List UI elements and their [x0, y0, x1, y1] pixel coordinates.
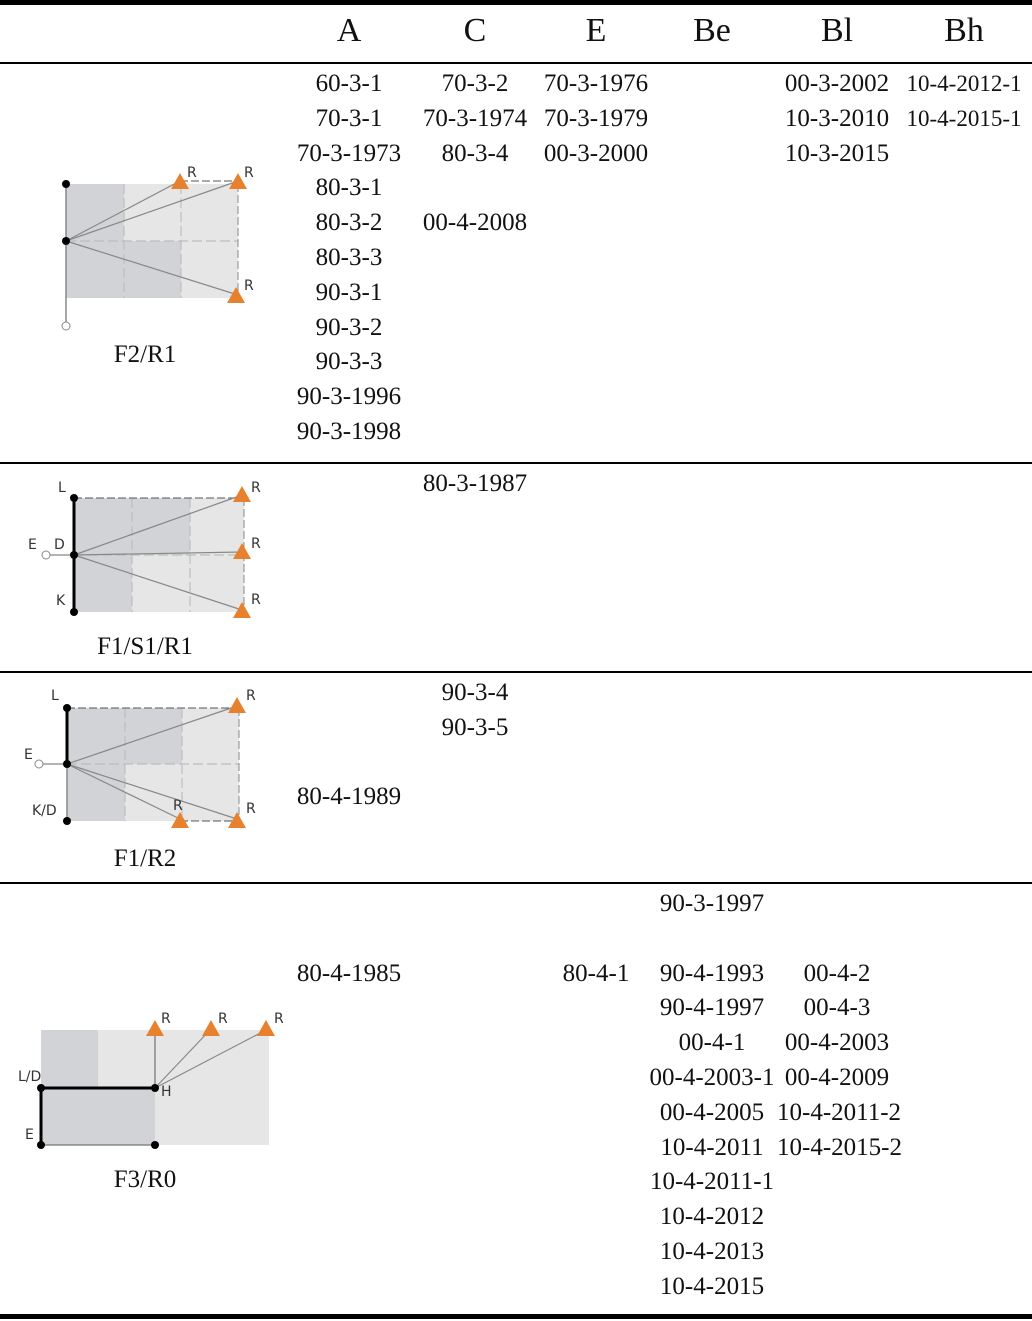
marker-label: R [244, 165, 254, 181]
cell-entry: 90-3-1 [315, 278, 383, 306]
cell-entry: 70-3-1979 [543, 104, 649, 132]
node-dot [63, 704, 71, 712]
cell-entry [289, 746, 409, 781]
node-dot [62, 237, 70, 245]
bottom-rule [0, 1314, 1032, 1319]
node-dot [70, 608, 78, 616]
diagram-zone [124, 241, 181, 298]
node-dot [37, 1141, 45, 1149]
col-header-bh: Bh [944, 12, 984, 49]
cell-entry: 10-4-2015 [659, 1272, 765, 1300]
cell-entry: 10-4-2011-1 [649, 1168, 775, 1196]
cell-entry: 10-4-2012-1 [906, 71, 1022, 96]
row-label: F2/R1 [113, 341, 177, 368]
header-rule [0, 62, 1032, 64]
cell-entry: 00-4-2008 [422, 209, 528, 237]
marker-label: D [54, 537, 65, 553]
node-dot [151, 1084, 159, 1092]
cell-entry: 00-4-2003 [784, 1029, 890, 1057]
row-label: F1/R2 [113, 845, 177, 872]
cell-entry: 00-4-3 [803, 994, 871, 1022]
cell-entry: 70-3-1973 [296, 139, 402, 167]
triangle-marker-icon [257, 1020, 275, 1036]
marker-label: L [58, 480, 66, 496]
cell-entry: 80-3-4 [441, 139, 509, 167]
node-dot [151, 1141, 159, 1149]
cell-entry [777, 922, 897, 957]
col-header-bl: Bl [820, 12, 854, 49]
open-node-dot [35, 760, 43, 768]
marker-label: L/D [18, 1069, 42, 1085]
cell-entry [415, 171, 535, 206]
marker-label: R [251, 480, 261, 496]
col-header-be: Be [693, 12, 731, 49]
cell-entry: 80-4-1 [562, 959, 630, 987]
open-node-dot [62, 322, 70, 330]
cell-entry [289, 676, 409, 711]
row-label: F1/S1/R1 [97, 633, 193, 660]
diagram-zone [125, 708, 182, 764]
cell-entry: 00-4-1 [678, 1029, 746, 1057]
cell-entry: 90-3-3 [315, 348, 383, 376]
diagram-zone [41, 1088, 155, 1145]
cell-entry [289, 711, 409, 746]
cell-list [289, 887, 409, 991]
node-dot [63, 817, 71, 825]
triangle-marker-icon [233, 486, 251, 502]
cell-entry: 90-3-1998 [296, 417, 402, 445]
cell-entry: 00-4-2005 [659, 1098, 765, 1126]
cell-list [289, 67, 409, 450]
marker-label: R [251, 536, 261, 552]
cell-entry [289, 922, 409, 957]
cell-entry: 80-4-1989 [296, 783, 402, 811]
open-node-dot [42, 551, 50, 559]
node-dot [70, 494, 78, 502]
node-dot [62, 180, 70, 188]
cell-entry: 10-3-2015 [784, 139, 890, 167]
cell-list [647, 887, 777, 1305]
row-label: F3/R0 [113, 1166, 177, 1193]
marker-label: R [246, 801, 256, 817]
cell-entry: 90-3-4 [441, 679, 509, 706]
cell-entry [777, 887, 897, 922]
cell-list [415, 467, 535, 502]
marker-label: K [56, 593, 66, 609]
diagram-f2-r1 [30, 150, 270, 340]
cell-entry: 00-4-2 [803, 959, 871, 987]
node-dot [70, 551, 78, 559]
cell-entry: 00-4-2003-1 [649, 1063, 775, 1091]
cell-list [415, 67, 535, 241]
diagram-f1-s1-r1 [20, 470, 270, 630]
cell-list [777, 67, 897, 171]
marker-label: R [244, 278, 254, 294]
cell-entry [536, 922, 656, 957]
col-header-e: E [585, 12, 607, 49]
marker-label: R [187, 165, 197, 181]
marker-label: R [218, 1011, 228, 1027]
row-rule [0, 462, 1032, 464]
cell-list [902, 67, 1026, 137]
cell-entry: 80-3-1987 [422, 470, 528, 497]
diagram-zone [41, 1030, 98, 1088]
triangle-marker-icon [228, 697, 246, 713]
diagram-zone [132, 498, 190, 555]
cell-entry: 70-3-1976 [543, 70, 649, 97]
cell-list [777, 887, 902, 1165]
row-rule [0, 882, 1032, 884]
cell-entry: 10-4-2012 [659, 1203, 765, 1231]
cell-entry: 80-4-1985 [296, 959, 402, 987]
cell-entry [289, 887, 409, 922]
cell-entry: 10-4-2011 [660, 1133, 764, 1161]
node-dot [37, 1084, 45, 1092]
top-rule [0, 0, 1032, 5]
cell-entry [647, 922, 777, 957]
cell-entry: 70-3-2 [441, 70, 509, 97]
cell-entry: 80-3-2 [315, 209, 383, 237]
marker-label: E [25, 1127, 34, 1143]
col-header-a: A [336, 12, 362, 49]
cell-entry: 90-3-1997 [659, 890, 765, 917]
cell-entry [536, 887, 656, 922]
col-header-c: C [463, 12, 487, 49]
cell-entry: 70-3-1974 [422, 104, 528, 132]
cell-entry: 90-4-1993 [659, 959, 765, 987]
diagram-f1-r2 [20, 680, 270, 840]
marker-label: L [51, 688, 59, 704]
cell-entry: 00-4-2009 [784, 1063, 890, 1091]
cell-entry: 70-3-1 [315, 104, 383, 132]
cell-list [289, 676, 409, 815]
cell-entry: 10-4-2015-1 [906, 105, 1022, 131]
marker-label: H [161, 1084, 172, 1100]
cell-list [415, 676, 535, 746]
row-rule [0, 671, 1032, 673]
marker-label: E [24, 747, 33, 763]
marker-label: R [274, 1011, 284, 1027]
cell-entry: 10-4-2011-2 [777, 1098, 902, 1126]
marker-label: K/D [32, 803, 57, 819]
cell-entry: 10-3-2010 [784, 104, 890, 132]
diagram-f3-r0 [15, 1000, 295, 1155]
cell-entry: 00-3-2002 [784, 70, 890, 97]
cell-entry: 10-4-2015-2 [777, 1133, 902, 1161]
cell-entry: 90-3-2 [315, 313, 383, 341]
cell-list [536, 67, 656, 171]
cell-entry: 80-3-1 [315, 174, 383, 202]
marker-label: R [251, 592, 261, 608]
marker-label: R [246, 688, 256, 704]
cell-entry: 00-3-2000 [543, 139, 649, 167]
cell-entry: 90-4-1997 [659, 994, 765, 1022]
node-dot [63, 760, 71, 768]
marker-label: R [161, 1011, 171, 1027]
cell-entry: 10-4-2013 [659, 1237, 765, 1265]
cell-entry: 60-3-1 [315, 70, 383, 97]
marker-label: E [28, 537, 37, 553]
cell-list [536, 887, 656, 991]
cell-entry: 90-3-5 [441, 713, 509, 741]
cell-entry: 90-3-1996 [296, 383, 402, 411]
cell-entry: 80-3-3 [315, 243, 383, 271]
marker-label: R [173, 798, 183, 814]
